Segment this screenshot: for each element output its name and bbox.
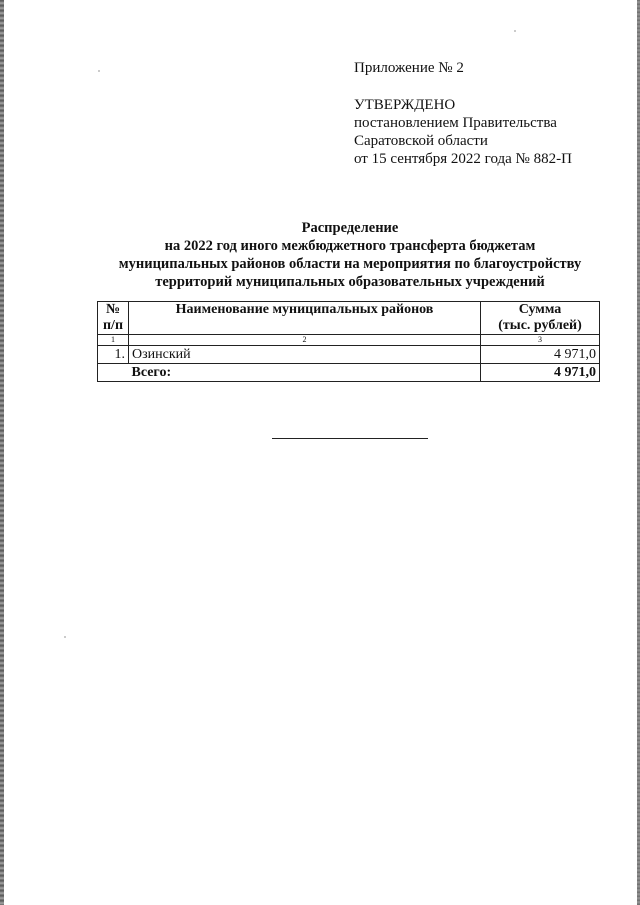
- distribution-table: [97, 301, 600, 382]
- header-name: Наименование муниципальных районов: [129, 302, 481, 335]
- total-sum: 4 971,0: [481, 364, 600, 382]
- column-number: 1: [98, 335, 129, 346]
- approved-title: УТВЕРЖДЕНО: [354, 97, 456, 113]
- column-number-row: [98, 335, 600, 346]
- title-line: муниципальных районов области на мероприятия по благоустройству: [118, 256, 582, 272]
- table-row: [98, 346, 600, 364]
- appendix-label: Приложение № 2: [354, 60, 464, 76]
- row-district: Озинский: [129, 346, 481, 364]
- row-num: 1.: [98, 346, 129, 364]
- column-number: 2: [129, 335, 481, 346]
- approved-line: от 15 сентября 2022 года № 882-П: [354, 151, 572, 167]
- separator-line: [272, 438, 428, 439]
- scan-speck: [98, 70, 100, 72]
- approved-line: постановлением Правительства: [354, 115, 557, 131]
- title-line: Распределение: [301, 220, 399, 236]
- header-num: [98, 302, 129, 335]
- row-sum: 4 971,0: [481, 346, 600, 364]
- total-empty-cell: [98, 364, 129, 382]
- document-title: [90, 219, 610, 291]
- approved-line: Саратовской области: [354, 133, 488, 149]
- total-label: Всего:: [129, 364, 481, 382]
- header-sum-line: Сумма: [518, 302, 562, 317]
- title-line: на 2022 год иного межбюджетного трансферта бюджетам: [164, 238, 536, 254]
- header-sum: [481, 302, 600, 335]
- scan-speck: [64, 636, 66, 638]
- table-header-row: [98, 302, 600, 335]
- total-row: [98, 364, 600, 382]
- column-number: 3: [481, 335, 600, 346]
- title-line: территорий муниципальных образовательных учреждений: [155, 274, 545, 290]
- scan-speck: [514, 30, 516, 32]
- approval-block: [354, 96, 572, 168]
- scan-edge-left: [0, 0, 4, 905]
- header-num-line: №: [105, 302, 121, 317]
- header-num-line: п/п: [102, 318, 124, 333]
- header-sum-line: (тыс. рублей): [498, 318, 582, 333]
